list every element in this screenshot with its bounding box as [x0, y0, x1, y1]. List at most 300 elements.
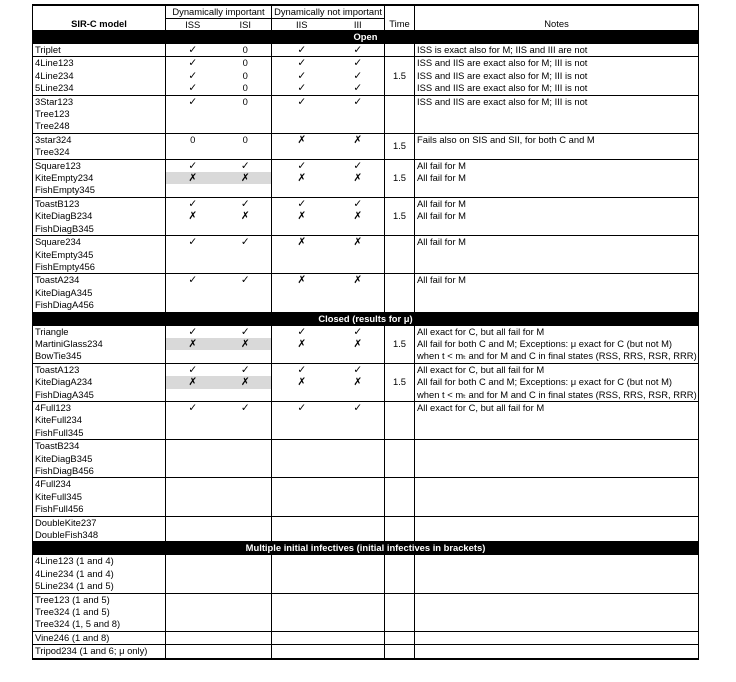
iis-cell-value: ✗: [297, 210, 307, 223]
isi-cell: [220, 414, 272, 426]
time-cell: [385, 645, 415, 659]
iis-cell-value: ✗: [297, 172, 307, 185]
iss-cell: [166, 618, 220, 631]
notes-cell: [415, 453, 699, 465]
iii-cell: [332, 593, 385, 606]
iis-cell: [272, 146, 332, 159]
model-name: KiteEmpty345: [33, 249, 166, 261]
header-dyn-not-important: Dynamically not important: [272, 5, 385, 19]
iis-cell: [272, 645, 332, 659]
iis-cell-value: ✓: [297, 44, 307, 56]
iss-cell: [166, 159, 220, 172]
notes-cell: [415, 120, 699, 133]
iis-cell: [272, 172, 332, 184]
notes-cell: [415, 529, 699, 542]
iss-cell: [166, 146, 220, 159]
iss-cell: [166, 236, 220, 249]
iii-cell: [332, 606, 385, 618]
notes-cell: [415, 478, 699, 491]
notes-cell: [415, 440, 699, 453]
isi-cell: [220, 95, 272, 108]
iss-cell: [166, 44, 220, 57]
iss-cell: [166, 503, 220, 516]
isi-cell-value: ✓: [240, 363, 250, 376]
isi-cell: [220, 274, 272, 287]
notes-cell: ISS and IIS are exact also for M; III is not: [415, 70, 699, 82]
isi-cell: [220, 529, 272, 542]
iii-cell: [332, 95, 385, 108]
iii-cell-value: ✓: [353, 44, 363, 56]
iss-cell: [166, 172, 220, 184]
isi-cell-value: 0: [242, 69, 248, 81]
iss-cell-value: ✓: [188, 363, 198, 376]
table-row: [33, 146, 699, 159]
iis-cell: [272, 363, 332, 376]
model-name: KiteFull234: [33, 414, 166, 426]
iis-cell: [272, 197, 332, 210]
iss-cell: [166, 197, 220, 210]
iii-cell: [332, 516, 385, 529]
model-name: 3Star123: [33, 95, 166, 108]
table-row: [33, 401, 699, 414]
table-row: [33, 338, 699, 350]
notes-cell: [415, 491, 699, 503]
notes-cell: All fail for both C and M; Exceptions: μ exact for C (but not M): [415, 376, 699, 388]
iii-cell-value: ✓: [353, 69, 363, 82]
isi-cell: [220, 236, 272, 249]
notes-cell: [415, 631, 699, 644]
isi-cell: [220, 120, 272, 133]
iii-cell: [332, 133, 385, 146]
isi-cell-value: ✓: [240, 401, 250, 414]
iis-cell: [272, 70, 332, 82]
iis-cell: [272, 184, 332, 197]
iii-cell: [332, 618, 385, 631]
iis-cell: [272, 529, 332, 542]
iii-cell-value: ✗: [353, 210, 363, 223]
isi-cell: [220, 516, 272, 529]
iii-cell-value: ✗: [353, 236, 363, 249]
isi-cell: [220, 146, 272, 159]
iss-cell-value: ✓: [188, 401, 198, 414]
isi-cell: [220, 645, 272, 659]
isi-cell: [220, 491, 272, 503]
notes-cell: [415, 645, 699, 659]
iis-cell: [272, 95, 332, 108]
model-name: MartiniGlass234: [33, 338, 166, 350]
model-name: FishEmpty345: [33, 184, 166, 197]
iss-cell: [166, 82, 220, 95]
model-name: Tree248: [33, 120, 166, 133]
table-row: [33, 631, 699, 644]
table-row: [33, 440, 699, 453]
iis-cell: [272, 414, 332, 426]
iss-cell-value: ✗: [188, 210, 198, 223]
iii-cell-value: ✗: [353, 133, 363, 146]
iii-cell: [332, 146, 385, 159]
notes-cell: All exact for C, but all fail for M: [415, 401, 699, 414]
isi-cell: [220, 338, 272, 350]
iis-cell: [272, 618, 332, 631]
iis-cell: [272, 210, 332, 222]
model-name: 4Line234: [33, 70, 166, 82]
model-name: Triplet: [33, 44, 166, 57]
iii-cell: [332, 210, 385, 222]
iis-cell: [272, 108, 332, 120]
notes-cell: [415, 503, 699, 516]
iis-cell: [272, 606, 332, 618]
iis-cell: [272, 555, 332, 568]
notes-cell: [415, 299, 699, 312]
iss-cell: [166, 401, 220, 414]
header-iis: IIS: [272, 19, 332, 31]
iss-cell-value: ✓: [188, 236, 198, 249]
isi-cell-value: 0: [242, 133, 248, 145]
isi-cell: [220, 133, 272, 146]
model-name: KiteDiagA234: [33, 376, 166, 388]
iis-cell: [272, 261, 332, 274]
table-row: [33, 133, 699, 146]
isi-cell-value: 0: [242, 82, 248, 94]
isi-cell: [220, 210, 272, 222]
isi-cell: [220, 401, 272, 414]
iis-cell: [272, 631, 332, 644]
time-cell: [385, 274, 415, 312]
iss-cell: [166, 593, 220, 606]
time-cell: 1.5: [385, 363, 415, 401]
table-row: [33, 516, 699, 529]
iis-cell-value: ✓: [297, 401, 307, 414]
notes-cell: when t < mₜ and for M and C in final states (RSS, RRS, RSR, RRR): [415, 389, 699, 402]
time-cell: 1.5: [385, 197, 415, 235]
results-table-container: [32, 4, 698, 660]
iii-cell: [332, 57, 385, 70]
isi-cell: [220, 363, 272, 376]
notes-cell: [415, 580, 699, 593]
isi-cell-value: 0: [242, 57, 248, 69]
iss-cell: [166, 120, 220, 133]
model-name: 4Full123: [33, 401, 166, 414]
iii-cell: [332, 414, 385, 426]
isi-cell-value: ✓: [240, 274, 250, 287]
table-row: [33, 197, 699, 210]
model-name: Square234: [33, 236, 166, 249]
iss-cell-value: ✗: [188, 337, 198, 350]
notes-cell: [415, 606, 699, 618]
iii-cell: [332, 555, 385, 568]
table-row: [33, 427, 699, 440]
isi-cell: [220, 325, 272, 338]
table-row: [33, 414, 699, 426]
iis-cell-value: ✓: [297, 363, 307, 376]
iis-cell-value: ✓: [297, 325, 307, 338]
table-row: [33, 618, 699, 631]
iss-cell: [166, 606, 220, 618]
iis-cell: [272, 389, 332, 402]
table-body: [33, 31, 699, 659]
model-name: Tripod234 (1 and 6; μ only): [33, 645, 166, 659]
iis-cell: [272, 568, 332, 580]
iss-cell: [166, 389, 220, 402]
iii-cell: [332, 491, 385, 503]
model-name: Square123: [33, 159, 166, 172]
iss-cell: [166, 350, 220, 363]
isi-cell: [220, 503, 272, 516]
model-name: FishFull456: [33, 503, 166, 516]
time-cell: [385, 631, 415, 644]
iii-cell-value: ✗: [353, 172, 363, 185]
iss-cell: [166, 568, 220, 580]
section-open: [33, 31, 699, 44]
iss-cell-value: ✓: [188, 57, 198, 70]
notes-cell: ISS and IIS are exact also for M; III is not: [415, 57, 699, 70]
model-name: 3star324: [33, 133, 166, 146]
isi-cell: [220, 184, 272, 197]
notes-cell: ISS and IIS are exact also for M; III is not: [415, 95, 699, 108]
iss-cell: [166, 223, 220, 236]
model-name: Triangle: [33, 325, 166, 338]
model-name: KiteDiagA345: [33, 287, 166, 299]
notes-cell: [415, 593, 699, 606]
iii-cell-value: ✓: [353, 325, 363, 338]
table-row: [33, 555, 699, 568]
isi-cell: [220, 223, 272, 236]
iss-cell-value: ✓: [188, 44, 198, 56]
model-name: ToastB234: [33, 440, 166, 453]
table-row: [33, 95, 699, 108]
iii-cell: [332, 120, 385, 133]
iis-cell: [272, 491, 332, 503]
header-iii: III: [332, 19, 385, 31]
iis-cell-value: ✓: [297, 197, 307, 210]
notes-cell: [415, 568, 699, 580]
iss-cell: [166, 184, 220, 197]
table-row: [33, 223, 699, 236]
iss-cell-value: ✓: [188, 95, 198, 108]
model-name: Vine246 (1 and 8): [33, 631, 166, 644]
iss-cell: [166, 57, 220, 70]
iis-cell: [272, 350, 332, 363]
model-name: 5Line234 (1 and 5): [33, 580, 166, 593]
iii-cell: [332, 274, 385, 287]
iss-cell: [166, 70, 220, 82]
header-dyn-important: Dynamically important: [166, 5, 272, 19]
iss-cell-value: ✗: [188, 376, 198, 389]
iss-cell: [166, 580, 220, 593]
isi-cell: [220, 159, 272, 172]
iss-cell: [166, 261, 220, 274]
table-row: [33, 108, 699, 120]
iss-cell: [166, 249, 220, 261]
notes-cell: [415, 555, 699, 568]
iss-cell: [166, 427, 220, 440]
iis-cell: [272, 465, 332, 478]
iii-cell: [332, 389, 385, 402]
iss-cell-value: ✓: [188, 197, 198, 210]
iii-cell-value: ✗: [353, 376, 363, 389]
table-row: [33, 593, 699, 606]
table-row: [33, 184, 699, 197]
table-row: [33, 363, 699, 376]
table-row: [33, 57, 699, 70]
isi-cell: [220, 580, 272, 593]
table-row: [33, 645, 699, 659]
notes-cell: [415, 146, 699, 159]
model-name: DoubleFish348: [33, 529, 166, 542]
notes-cell: All fail for M: [415, 172, 699, 184]
time-cell: 1.5: [385, 133, 415, 159]
iii-cell: [332, 631, 385, 644]
header-time: Time: [385, 5, 415, 31]
iii-cell: [332, 249, 385, 261]
header-iss: ISS: [166, 19, 220, 31]
iis-cell-value: ✓: [297, 57, 307, 70]
model-name: Tree123: [33, 108, 166, 120]
iii-cell: [332, 376, 385, 388]
iis-cell: [272, 325, 332, 338]
isi-cell: [220, 350, 272, 363]
iis-cell: [272, 287, 332, 299]
isi-cell: [220, 249, 272, 261]
table-row: [33, 568, 699, 580]
iii-cell-value: ✗: [353, 274, 363, 287]
isi-cell: [220, 593, 272, 606]
isi-cell: [220, 44, 272, 57]
iii-cell-value: ✓: [353, 159, 363, 172]
iss-cell: [166, 133, 220, 146]
iii-cell: [332, 529, 385, 542]
isi-cell: [220, 440, 272, 453]
iis-cell-value: ✓: [297, 69, 307, 82]
iii-cell-value: ✓: [353, 363, 363, 376]
model-name: 4Line123: [33, 57, 166, 70]
iii-cell: [332, 427, 385, 440]
isi-cell-value: ✗: [240, 210, 250, 223]
isi-cell-value: 0: [242, 44, 248, 55]
iis-cell: [272, 593, 332, 606]
table-row: [33, 376, 699, 388]
iis-cell-value: ✗: [297, 376, 307, 389]
notes-cell: [415, 618, 699, 631]
iis-cell: [272, 580, 332, 593]
isi-cell-value: ✗: [240, 376, 250, 389]
iii-cell-value: ✓: [353, 197, 363, 210]
iis-cell: [272, 299, 332, 312]
time-cell: 1.5: [385, 159, 415, 197]
notes-cell: All fail for M: [415, 197, 699, 210]
table-row: [33, 172, 699, 184]
iss-cell: [166, 210, 220, 222]
time-cell: [385, 440, 415, 478]
iis-cell: [272, 503, 332, 516]
table-row: [33, 70, 699, 82]
iii-cell: [332, 338, 385, 350]
iis-cell: [272, 401, 332, 414]
table-row: [33, 287, 699, 299]
iss-cell: [166, 299, 220, 312]
model-name: FishDiagB345: [33, 223, 166, 236]
iii-cell: [332, 159, 385, 172]
iis-cell-value: ✗: [297, 236, 307, 249]
notes-cell: [415, 287, 699, 299]
iss-cell: [166, 363, 220, 376]
notes-cell: All fail for M: [415, 159, 699, 172]
notes-cell: [415, 414, 699, 426]
iii-cell: [332, 70, 385, 82]
iss-cell-value: ✓: [188, 82, 198, 95]
iss-cell: [166, 274, 220, 287]
notes-cell: [415, 261, 699, 274]
iii-cell: [332, 223, 385, 236]
iis-cell: [272, 478, 332, 491]
iii-cell: [332, 440, 385, 453]
iss-cell: [166, 631, 220, 644]
iis-cell-value: ✓: [297, 95, 307, 108]
iii-cell: [332, 184, 385, 197]
iis-cell-value: ✗: [297, 133, 307, 146]
table-row: [33, 249, 699, 261]
iis-cell: [272, 453, 332, 465]
iis-cell: [272, 120, 332, 133]
iss-cell: [166, 440, 220, 453]
isi-cell: [220, 631, 272, 644]
isi-cell: [220, 70, 272, 82]
isi-cell: [220, 108, 272, 120]
notes-cell: [415, 249, 699, 261]
iis-cell: [272, 57, 332, 70]
notes-cell: [415, 465, 699, 478]
iis-cell: [272, 440, 332, 453]
iii-cell: [332, 465, 385, 478]
iis-cell-value: ✗: [297, 337, 307, 350]
model-name: KiteEmpty234: [33, 172, 166, 184]
isi-cell: [220, 427, 272, 440]
section-title: Closed (results for μ): [33, 312, 699, 325]
isi-cell: [220, 465, 272, 478]
notes-cell: [415, 427, 699, 440]
iss-cell: [166, 453, 220, 465]
model-name: FishDiagB456: [33, 465, 166, 478]
iis-cell-value: ✗: [297, 274, 307, 287]
model-name: 4Line123 (1 and 4): [33, 555, 166, 568]
iii-cell: [332, 325, 385, 338]
iss-cell: [166, 325, 220, 338]
section-closed: [33, 312, 699, 325]
iss-cell-value: ✓: [188, 274, 198, 287]
iii-cell-value: ✓: [353, 401, 363, 414]
table-row: [33, 82, 699, 95]
table-row: [33, 120, 699, 133]
iss-cell: [166, 555, 220, 568]
model-name: FishEmpty456: [33, 261, 166, 274]
iis-cell: [272, 159, 332, 172]
notes-cell: All fail for both C and M; Exceptions: μ exact for C (but not M): [415, 338, 699, 350]
iii-cell: [332, 363, 385, 376]
notes-cell: ISS is exact also for M; IIS and III are not: [415, 44, 699, 57]
table-row: [33, 580, 699, 593]
table-row: [33, 389, 699, 402]
time-cell: [385, 593, 415, 631]
isi-cell: [220, 389, 272, 402]
iss-cell: [166, 414, 220, 426]
iii-cell: [332, 82, 385, 95]
iis-cell: [272, 82, 332, 95]
table-row: [33, 478, 699, 491]
iii-cell: [332, 108, 385, 120]
iii-cell-value: ✓: [353, 82, 363, 95]
model-name: ToastA234: [33, 274, 166, 287]
model-name: 4Full234: [33, 478, 166, 491]
